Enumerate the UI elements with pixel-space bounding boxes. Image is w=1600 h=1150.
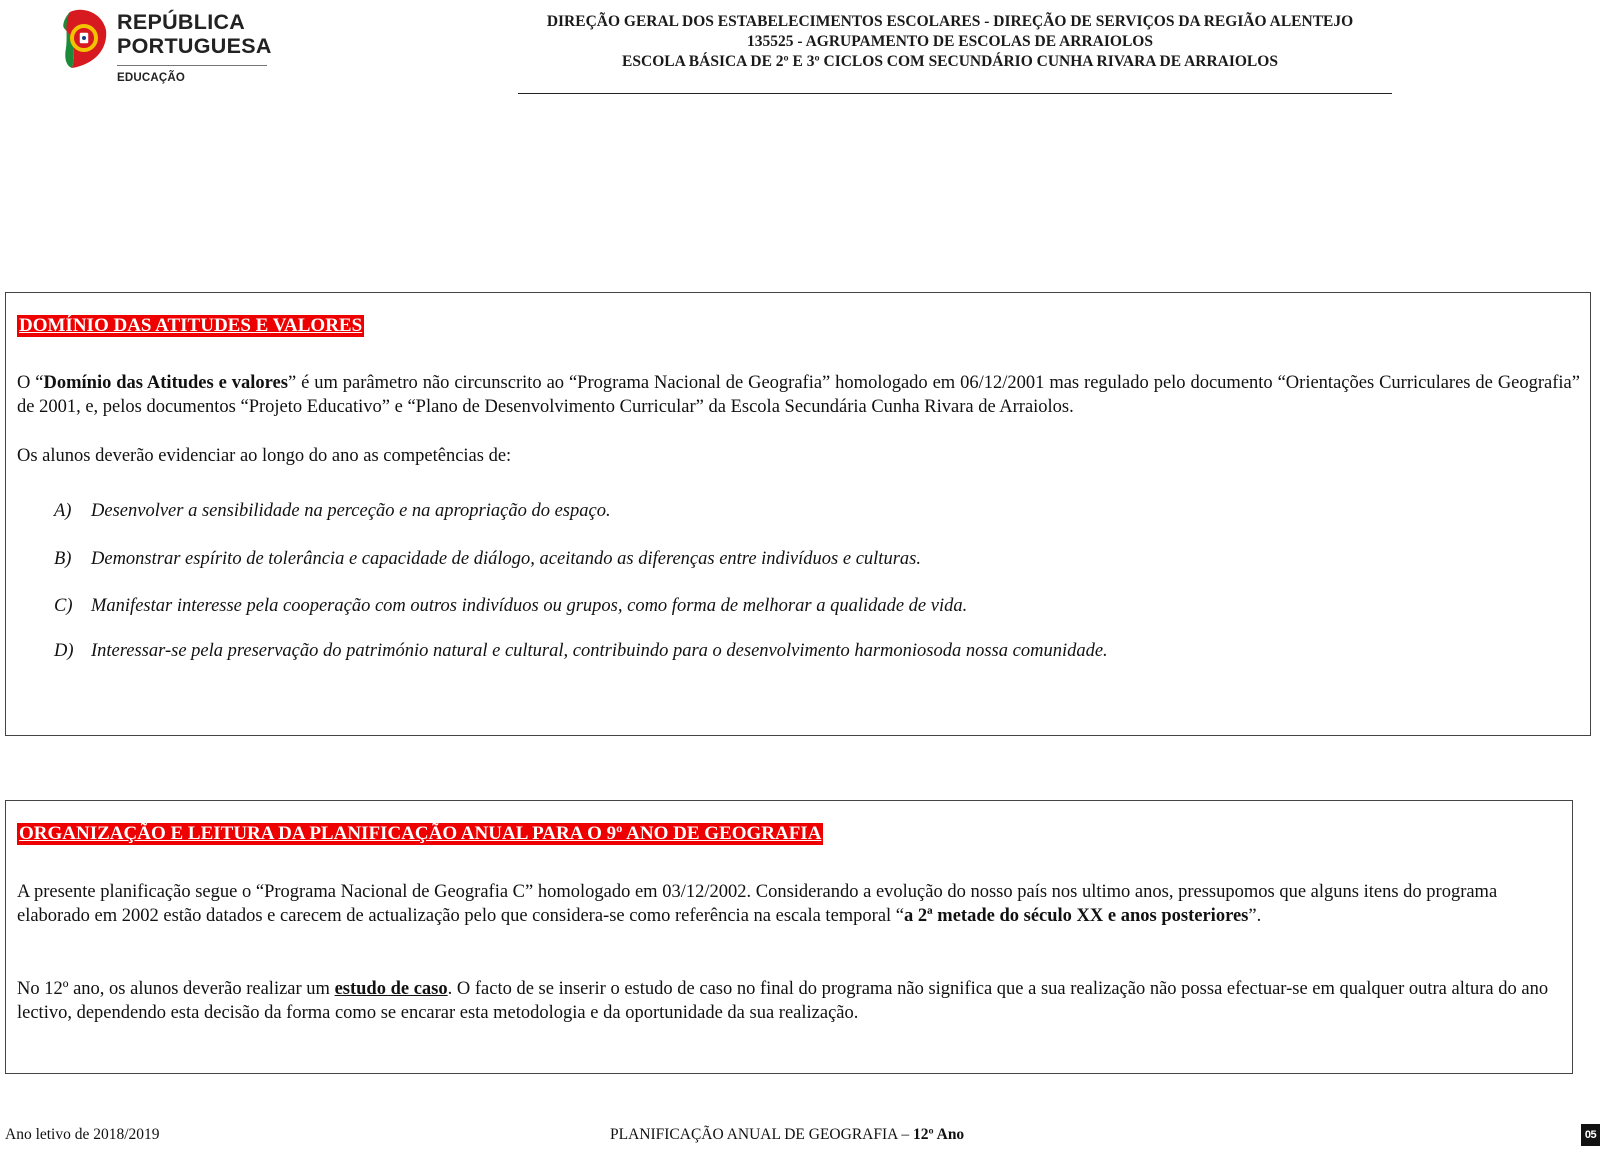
footer-title-grade: 12º Ano bbox=[912, 1126, 965, 1143]
list-item bbox=[54, 547, 921, 571]
footer-title-text: PLANIFICAÇÃO ANUAL DE GEOGRAFIA – bbox=[610, 1126, 913, 1143]
header-rule bbox=[518, 93, 1392, 94]
list-item-text: Demonstrar espírito de tolerância e capacidade de diálogo, aceitando as diferenças entre indivíduos e culturas. bbox=[91, 549, 921, 569]
list-item-label: B) bbox=[54, 549, 72, 569]
logo-text bbox=[117, 10, 272, 58]
logo-divider bbox=[117, 65, 267, 66]
section-organizacao-leitura bbox=[5, 800, 1573, 1074]
portuguese-republic-emblem-icon bbox=[62, 8, 108, 70]
list-item-text: Manifestar interesse pela cooperação com outros indivíduos ou grupos, como forma de melhorar a qualidade de vida. bbox=[91, 596, 968, 616]
list-item-label: D) bbox=[54, 641, 74, 661]
text-run: . O facto de se inserir o estudo de caso no final do programa não significa que a sua realização não possa efectuar-se em qualquer outra altura do ano lectivo, dependendo esta decisão da forma como se encarar esta metodologia e da oportunidade da sua realização. bbox=[17, 979, 1549, 1023]
document-header bbox=[505, 12, 1395, 72]
section-paragraph bbox=[17, 371, 1580, 419]
text-run: No 12º ano, os alunos deverão realizar um bbox=[17, 979, 335, 999]
underlined-term: estudo de caso bbox=[334, 979, 448, 999]
bold-term: Domínio das Atitudes e valores bbox=[43, 373, 288, 393]
section-title: DOMÍNIO DAS ATITUDES E VALORES bbox=[19, 315, 363, 336]
logo-line-2: PORTUGUESA bbox=[117, 34, 272, 58]
list-item-label: C) bbox=[54, 596, 73, 616]
bold-term: a 2ª metade do século XX e anos posteriores bbox=[904, 906, 1249, 926]
section-paragraph bbox=[17, 977, 1562, 1025]
text-run: O “ bbox=[17, 373, 44, 393]
list-item bbox=[54, 639, 1108, 663]
logo-line-1: REPÚBLICA bbox=[117, 10, 246, 34]
page-number-badge: 05 bbox=[1581, 1124, 1600, 1146]
list-item-text: Desenvolver a sensibilidade na perceção e na apropriação do espaço. bbox=[91, 501, 611, 521]
republica-portuguesa-logo bbox=[62, 8, 282, 92]
text-run: ”. bbox=[1248, 906, 1262, 926]
header-line-1: DIREÇÃO GERAL DOS ESTABELECIMENTOS ESCOLARES - DIREÇÃO DE SERVIÇOS DA REGIÃO ALENTEJO bbox=[546, 13, 1354, 30]
header-line-2: 135525 - AGRUPAMENTO DE ESCOLAS DE ARRAIOLOS bbox=[747, 33, 1153, 50]
list-item bbox=[54, 499, 611, 523]
section-paragraph: Os alunos deverão evidenciar ao longo do ano as competências de: bbox=[17, 446, 512, 466]
text-run: A presente planificação segue o “Programa Nacional de Geografia C” homologado em 03/12/2002. Considerando a evolução do nosso país nos ultimo anos, pressupomos que alguns itens do programa elaborado em 2002 estão datados e carecem de actualização pelo que considera-se como referência na escala temporal “ bbox=[17, 882, 1498, 926]
section-title: ORGANIZAÇÃO E LEITURA DA PLANIFICAÇÃO ANUAL PARA O 9º ANO DE GEOGRAFIA bbox=[19, 823, 822, 844]
footer-school-year: Ano letivo de 2018/2019 bbox=[5, 1126, 160, 1143]
list-item-label: A) bbox=[54, 501, 72, 521]
logo-line-3: EDUCAÇÃO bbox=[117, 72, 186, 84]
list-item bbox=[54, 594, 967, 618]
footer-document-title bbox=[610, 1126, 964, 1144]
section-paragraph bbox=[17, 880, 1562, 928]
list-item-text: Interessar-se pela preservação do património natural e cultural, contribuindo para o desenvolvimento harmoniosoda nossa comunidade. bbox=[91, 641, 1108, 661]
text-run: ” é um parâmetro não circunscrito ao “Programa Nacional de Geografia” homologado em 06/12/2001 mas regulado pelo documento “Orientações Curriculares de Geografia” de 2001, e, pelos documentos “Projeto Educativo” e “Plano de Desenvolvimento Curricular” da Escola Secundária Cunha Rivara de Arraiolos. bbox=[17, 373, 1580, 417]
section-atitudes-valores bbox=[5, 292, 1591, 736]
header-line-3: ESCOLA BÁSICA DE 2º E 3º CICLOS COM SECUNDÁRIO CUNHA RIVARA DE ARRAIOLOS bbox=[622, 53, 1278, 70]
